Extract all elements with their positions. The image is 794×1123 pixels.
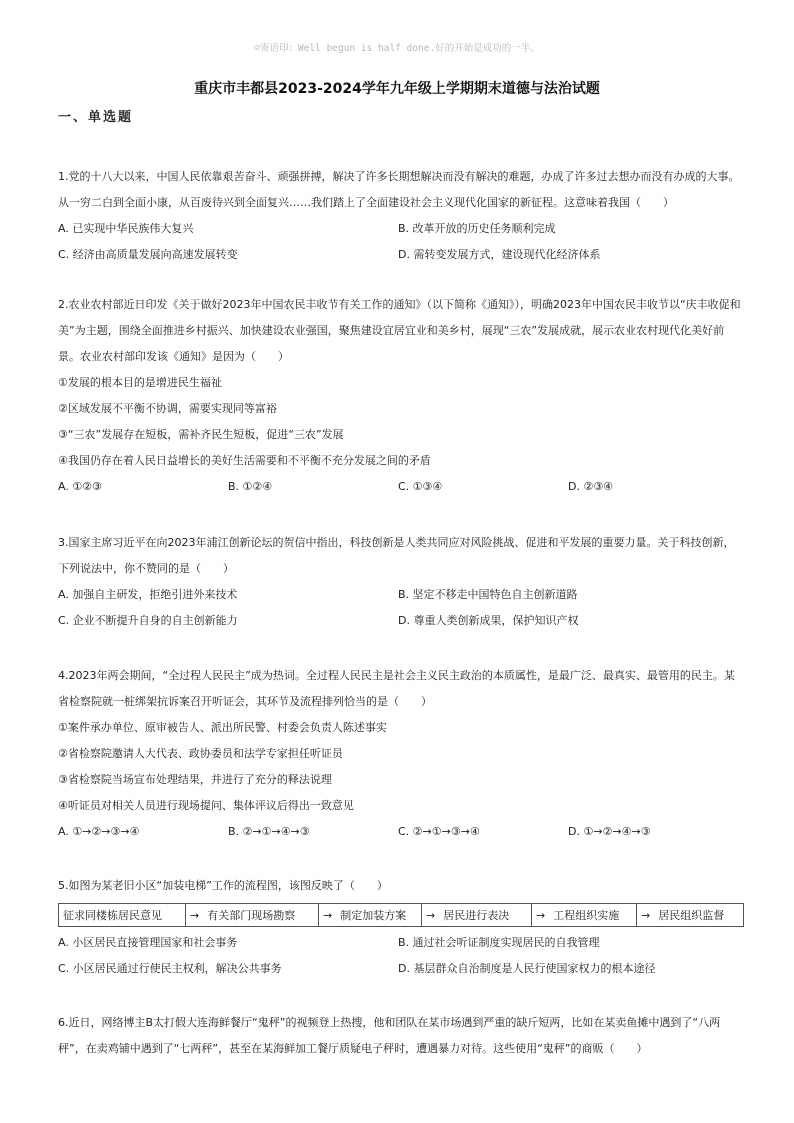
question-6 — [58, 1010, 744, 1062]
statement-1: ①案件承办单位、原审被告人、派出所民警、村委会负责人陈述事实 — [58, 721, 387, 734]
flow-step-label: 居民组织监督 — [658, 909, 725, 922]
option-a[interactable]: A. 小区居民直接管理国家和社会事务 — [58, 936, 238, 949]
flow-step-6 — [637, 904, 743, 926]
question-stem: 1.党的十八大以来，中国人民依靠艰苦奋斗、顽强拼搏，解决了许多长期想解决而没有解决的难题，办成了许多过去想办而没有办成的大事。从一穷二白到全面小康，从百废待兴到全面复兴……我们踏上了全面建设社会主义现代化国家的新征程。这意味着我国（ ） — [58, 170, 740, 209]
flow-step-label: 有关部门现场勘察 — [207, 909, 296, 922]
option-c[interactable]: C. ①③④ — [398, 480, 443, 493]
statement-2: ②省检察院邀请人大代表、政协委员和法学专家担任听证员 — [58, 747, 343, 760]
option-b[interactable]: B. ①②④ — [228, 480, 273, 493]
option-c[interactable]: C. 小区居民通过行使民主权利，解决公共事务 — [58, 962, 282, 975]
option-b[interactable]: B. ②→①→④→③ — [228, 825, 310, 838]
question-5 — [58, 873, 744, 982]
option-a[interactable]: A. ①→②→③→④ — [58, 825, 140, 838]
section-heading: 一、单选题 — [58, 110, 134, 125]
option-b[interactable]: B. 坚定不移走中国特色自主创新道路 — [398, 588, 578, 601]
arrow-right-icon: → — [323, 908, 333, 922]
arrow-right-icon: → — [641, 908, 651, 922]
option-d[interactable]: D. ②③④ — [568, 480, 614, 493]
question-stem: 6.近日，网络博主B太打假大连海鲜餐厅“鬼秤”的视频登上热搜，他和团队在某市场遇到严重的缺斤短两，比如在某卖鱼摊中遇到了“八两秤”，在卖鸡铺中遇到了“七两秤”，甚至在某海鲜加工餐厅质疑电子秤时，遭遇暴力对待。这些使用“鬼秤”的商贩（ ） — [58, 1016, 721, 1055]
question-1 — [58, 164, 744, 268]
statement-3: ③“三农”发展存在短板，需补齐民生短板，促进“三农”发展 — [58, 428, 344, 441]
option-a[interactable]: A. ①②③ — [58, 480, 102, 493]
arrow-right-icon: → — [536, 908, 546, 922]
flow-step-label: 制定加装方案 — [340, 909, 407, 922]
statement-1: ①发展的根本目的是增进民生福祉 — [58, 376, 222, 389]
options — [58, 474, 744, 500]
header-watermark: ☺寄语印：Well begun is half done.好的开始是成功的一半。 — [254, 43, 540, 54]
options — [58, 582, 744, 634]
option-a[interactable]: A. 已实现中华民族伟大复兴 — [58, 222, 194, 235]
flow-step-label: 征求同楼栋居民意见 — [63, 909, 162, 922]
flow-step-5 — [532, 904, 637, 926]
question-stem: 2.农业农村部近日印发《关于做好2023年中国农民丰收节有关工作的通知》（以下简称《通知》），明确2023年中国农民丰收节以“庆丰收促和美”为主题，围绕全面推进乡村振兴、加快建设农业强国，聚焦建设宜居宜业和美乡村，展现“三农”发展成就，展示农业农村现代化美好前景。农业农村部印发该《通知》是因为（ ） — [58, 298, 741, 363]
option-d[interactable]: D. 基层群众自治制度是人民行使国家权力的根本途径 — [398, 962, 656, 975]
flow-chart-table — [58, 903, 744, 927]
question-stem: 3.国家主席习近平在向2023年浦江创新论坛的贺信中指出，科技创新是人类共同应对风险挑战、促进和平发展的重要力量。关于科技创新，下列说法中，你不赞同的是（ ） — [58, 536, 735, 575]
option-c[interactable]: C. 经济由高质量发展向高速发展转变 — [58, 248, 238, 261]
arrow-right-icon: → — [190, 908, 200, 922]
statement-2: ②区域发展不平衡不协调，需要实现同等富裕 — [58, 402, 277, 415]
statement-3: ③省检察院当场宣布处理结果，并进行了充分的释法说理 — [58, 773, 332, 786]
question-3 — [58, 530, 744, 634]
flow-step-label: 工程组织实施 — [553, 909, 620, 922]
option-b[interactable]: B. 改革开放的历史任务顺利完成 — [398, 222, 556, 235]
flow-step-3 — [319, 904, 422, 926]
question-2 — [58, 292, 744, 500]
option-d[interactable]: D. 尊重人类创新成果，保护知识产权 — [398, 614, 579, 627]
flow-step-2 — [186, 904, 319, 926]
question-stem: 5.如图为某老旧小区“加装电梯”工作的流程图，该图反映了（ ） — [58, 879, 388, 892]
options — [58, 819, 744, 845]
option-c[interactable]: C. 企业不断提升自身的自主创新能力 — [58, 614, 238, 627]
option-d[interactable]: D. 需转变发展方式，建设现代化经济体系 — [398, 248, 601, 261]
page-title: 重庆市丰都县2023-2024学年九年级上学期期末道德与法治试题 — [194, 81, 600, 97]
question-4 — [58, 663, 744, 845]
flow-step-4 — [422, 904, 532, 926]
flow-step-1 — [59, 904, 186, 926]
statement-4: ④我国仍存在着人民日益增长的美好生活需要和不平衡不充分发展之间的矛盾 — [58, 454, 431, 467]
options — [58, 930, 744, 982]
option-b[interactable]: B. 通过社会听证制度实现居民的自我管理 — [398, 936, 600, 949]
statement-4: ④听证员对相关人员进行现场提问、集体评议后得出一致意见 — [58, 799, 354, 812]
option-d[interactable]: D. ①→②→④→③ — [568, 825, 651, 838]
question-stem: 4.2023年两会期间，“全过程人民民主”成为热词。全过程人民民主是社会主义民主政治的本质属性，是最广泛、最真实、最管用的民主。某省检察院就一桩绑架抗诉案召开听证会，其环节及流程排列恰当的是（ ） — [58, 669, 735, 708]
options — [58, 216, 744, 268]
flow-step-label: 居民进行表决 — [443, 909, 510, 922]
arrow-right-icon: → — [426, 908, 436, 922]
option-a[interactable]: A. 加强自主研发，拒绝引进外来技术 — [58, 588, 238, 601]
option-c[interactable]: C. ②→①→③→④ — [398, 825, 480, 838]
